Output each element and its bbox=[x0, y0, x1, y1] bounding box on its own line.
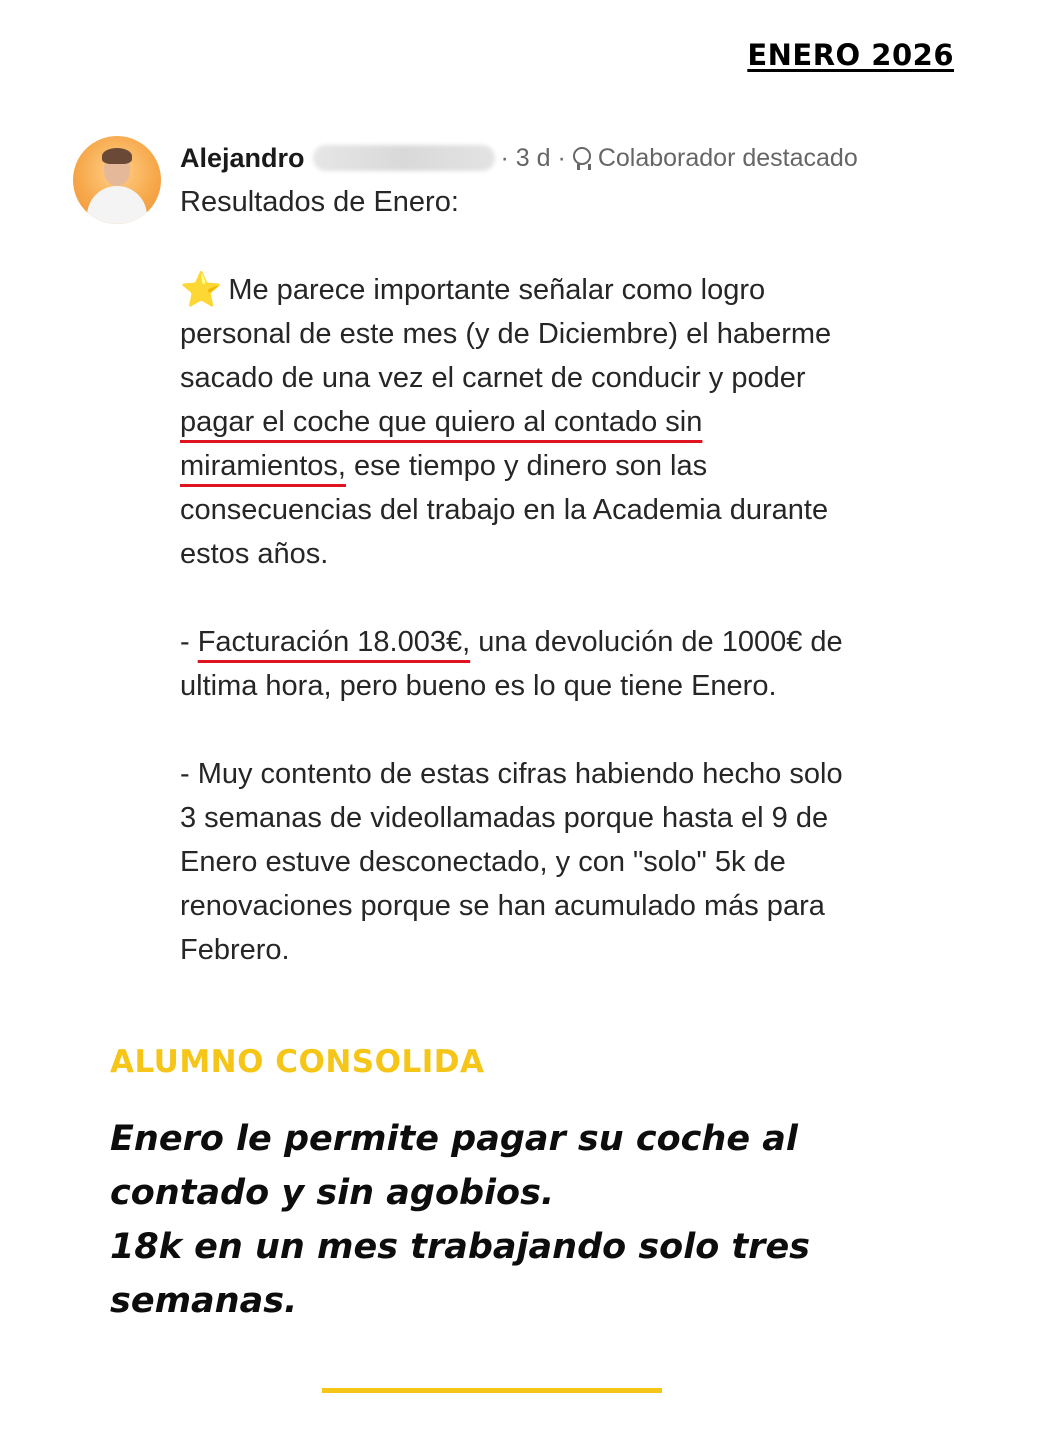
post-title: Resultados de Enero: bbox=[180, 186, 459, 218]
headline-line-3: 18k en un mes trabajando solo tres bbox=[110, 1227, 811, 1267]
headline-line-1: Enero le permite pagar su coche al bbox=[110, 1119, 798, 1159]
star-icon: ⭐ bbox=[180, 271, 223, 309]
date-label: ENERO 2026 bbox=[747, 38, 954, 72]
post-header bbox=[180, 140, 858, 176]
headline-line-4: semanas. bbox=[110, 1281, 298, 1321]
paragraph-3-line-1: - Muy contento de estas cifras habiendo hecho solo bbox=[180, 758, 843, 790]
paragraph-1-line-4 bbox=[180, 400, 980, 444]
paragraph-1-line-1: ⭐ Me parece importante señalar como logro bbox=[180, 271, 766, 309]
avatar[interactable] bbox=[73, 136, 161, 224]
paragraph-1-line-2: personal de este mes (y de Diciembre) el haberme bbox=[180, 318, 832, 350]
highlight-miramientos: miramientos, bbox=[180, 450, 346, 482]
paragraph-1-line-5: miramientos, ese tiempo y dinero son las bbox=[180, 450, 708, 482]
author-name[interactable]: Alejandro bbox=[180, 142, 305, 173]
headline-line-2: contado y sin agobios. bbox=[110, 1173, 555, 1213]
author-role: Colaborador destacado bbox=[597, 143, 858, 172]
avatar-body bbox=[87, 186, 147, 224]
paragraph-3-line-2: 3 semanas de videollamadas porque hasta el 9 de bbox=[180, 802, 829, 834]
blurred-surname bbox=[313, 145, 495, 171]
post-body bbox=[180, 180, 980, 972]
medal-icon bbox=[572, 147, 590, 169]
highlight-revenue: Facturación 18.003€, bbox=[197, 626, 471, 658]
paragraph-1-line-6: consecuencias del trabajo en la Academia durante bbox=[180, 494, 829, 526]
paragraph-1-line-7: estos años. bbox=[180, 538, 329, 570]
paragraph-2-line-1: - Facturación 18.003€, una devolución de 1000€ de bbox=[180, 626, 843, 658]
paragraph-3-line-5: Febrero. bbox=[180, 934, 290, 966]
paragraph-2-line-2: ultima hora, pero bueno es lo que tiene Enero. bbox=[180, 670, 777, 702]
bottom-divider bbox=[322, 1388, 662, 1393]
paragraph-3-line-4: renovaciones porque se han acumulado más para bbox=[180, 890, 825, 922]
paragraph-1-line-3: sacado de una vez el carnet de conducir y poder bbox=[180, 362, 806, 394]
paragraph-3-line-3: Enero estuve desconectado, y con "solo" 5k de bbox=[180, 846, 786, 878]
post-time[interactable]: · 3 d · bbox=[500, 143, 566, 172]
summary-headline bbox=[110, 1112, 990, 1328]
highlight-car-purchase: pagar el coche que quiero al contado sin bbox=[180, 406, 703, 438]
avatar-hair bbox=[102, 148, 132, 164]
tagline: ALUMNO CONSOLIDA bbox=[110, 1044, 485, 1080]
